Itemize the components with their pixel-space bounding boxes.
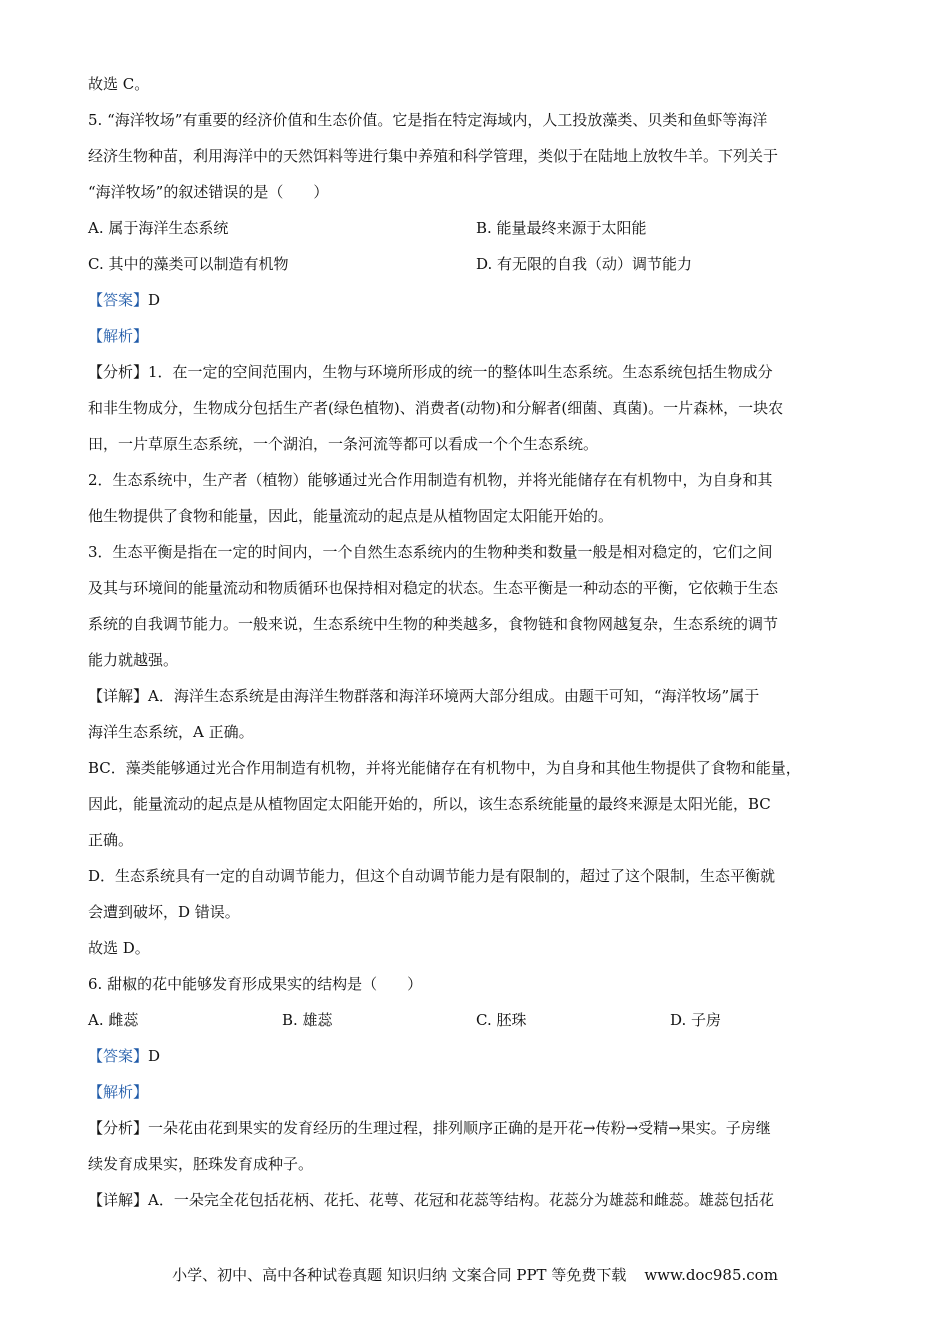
q5-body xyxy=(88,354,878,1002)
text-line xyxy=(88,786,878,822)
line-text: 3．生态平衡是指在一定的时间内，一个自然生态系统内的生物种类和数量一般是相对稳定的，它们之间 xyxy=(88,543,773,561)
answer-value: D xyxy=(148,1047,161,1065)
footer-link[interactable]: www.doc985.com xyxy=(644,1266,778,1284)
explain-tag: 【解析】 xyxy=(88,1083,149,1101)
line-text: D．生态系统具有一定的自动调节能力，但这个自动调节能力是有限制的，超过了这个限制，生态平衡就 xyxy=(88,867,776,885)
q6-body xyxy=(88,1110,878,1218)
text-line xyxy=(88,1146,878,1182)
question-6-stem xyxy=(88,966,878,1002)
q5-option-a: A. 属于海洋生态系统 xyxy=(88,219,229,237)
text-line: “海洋牧场”的叙述错误的是（ ） xyxy=(88,183,329,201)
answer-tag: 【答案】 xyxy=(88,291,149,309)
q6-answer xyxy=(88,1038,878,1074)
text-line xyxy=(88,390,878,426)
explain-tag: 【解析】 xyxy=(88,327,149,345)
line-text: 及其与环境间的能量流动和物质循环也保持相对稳定的状态。生态平衡是一种动态的平衡，它依赖于生态 xyxy=(88,579,779,597)
text-line xyxy=(88,534,878,570)
line-text: 和非生物成分，生物成分包括生产者(绿色植物)、消费者(动物)和分解者(细菌、真菌)。一片森林，一块农 xyxy=(88,399,784,417)
text-line xyxy=(88,498,878,534)
line-text: 6. 甜椒的花中能够发育形成果实的结构是（ ） xyxy=(88,975,423,993)
text-line xyxy=(88,570,878,606)
line-text: 故选 D。 xyxy=(88,939,150,957)
q5-option-b: B. 能量最终来源于太阳能 xyxy=(476,219,647,237)
text-line xyxy=(88,606,878,642)
page-footer xyxy=(0,1264,950,1285)
q6-option-b: B. 雄蕊 xyxy=(282,1011,333,1029)
line-text: 他生物提供了食物和能量，因此，能量流动的起点是从植物固定太阳能开始的。 xyxy=(88,507,614,525)
text-line xyxy=(88,1110,878,1146)
line-text: 因此，能量流动的起点是从植物固定太阳能开始的，所以，该生态系统能量的最终来源是太阳光能，BC xyxy=(88,795,771,813)
q5-options-row-2 xyxy=(88,246,878,282)
text-line xyxy=(88,462,878,498)
question-5-stem: 5. “海洋牧场”有重要的经济价值和生态价值。它是指在特定海域内，人工投放藻类、贝类和鱼虾等海洋 xyxy=(88,111,768,129)
text-line xyxy=(88,714,878,750)
line-text: 系统的自我调节能力。一般来说，生态系统中生物的种类越多，食物链和食物网越复杂，生态系统的调节 xyxy=(88,615,779,633)
line-text: 1．在一定的空间范围内，生物与环境所形成的统一的整体叫生态系统。生态系统包括生物成分 xyxy=(148,363,773,381)
text-line xyxy=(88,822,878,858)
q6-explain-heading xyxy=(88,1074,878,1110)
section-tag: 【详解】 xyxy=(88,1191,149,1209)
text-line xyxy=(88,642,878,678)
text-line: 经济生物种苗，利用海洋中的天然饵料等进行集中养殖和科学管理，类似于在陆地上放牧牛羊。下列关于 xyxy=(88,147,779,165)
answer-tag: 【答案】 xyxy=(88,1047,149,1065)
q5-option-d: D. 有无限的自我（动）调节能力 xyxy=(476,255,693,273)
q5-explain-heading xyxy=(88,318,878,354)
text-line xyxy=(88,426,878,462)
q5-option-c: C. 其中的藻类可以制造有机物 xyxy=(88,255,289,273)
document-page xyxy=(88,66,878,1218)
line-text: A．海洋生态系统是由海洋生物群落和海洋环境两大部分组成。由题干可知，“海洋牧场”属于 xyxy=(148,687,760,705)
text-line xyxy=(88,354,878,390)
q6-option-c: C. 胚珠 xyxy=(476,1011,527,1029)
section-tag: 【详解】 xyxy=(88,687,149,705)
text-line xyxy=(88,894,878,930)
text-line xyxy=(88,858,878,894)
footer-text: 小学、初中、高中各种试卷真题 知识归纳 文案合同 PPT 等免费下载 xyxy=(172,1266,627,1284)
text-line: 故选 C。 xyxy=(88,75,150,93)
line-text: 海洋生态系统，A 正确。 xyxy=(88,723,254,741)
line-text: BC．藻类能够通过光合作用制造有机物，并将光能储存在有机物中，为自身和其他生物提供了食物和能量， xyxy=(88,759,801,777)
text-line xyxy=(88,678,878,714)
text-line xyxy=(88,930,878,966)
line-text: A．一朵完全花包括花柄、花托、花萼、花冠和花蕊等结构。花蕊分为雄蕊和雌蕊。雄蕊包括花 xyxy=(148,1191,774,1209)
line-text: 2．生态系统中，生产者（植物）能够通过光合作用制造有机物，并将光能储存在有机物中，为自身和其 xyxy=(88,471,773,489)
section-tag: 【分析】 xyxy=(88,1119,149,1137)
q5-answer xyxy=(88,282,878,318)
text-line xyxy=(88,750,878,786)
line-text: 会遭到破坏，D 错误。 xyxy=(88,903,240,921)
q6-option-a: A. 雌蕊 xyxy=(88,1011,139,1029)
line-text: 能力就越强。 xyxy=(88,651,179,669)
section-tag: 【分析】 xyxy=(88,363,149,381)
q6-options-row xyxy=(88,1002,878,1038)
q6-option-d: D. 子房 xyxy=(670,1011,722,1029)
q5-options-row-1 xyxy=(88,210,878,246)
line-text: 田，一片草原生态系统，一个湖泊，一条河流等都可以看成一个个生态系统。 xyxy=(88,435,599,453)
answer-value: D xyxy=(148,291,161,309)
line-text: 一朵花由花到果实的发育经历的生理过程，排列顺序正确的是开花→传粉→受精→果实。子房继 xyxy=(148,1119,771,1137)
line-text: 正确。 xyxy=(88,831,134,849)
line-text: 续发育成果实，胚珠发育成种子。 xyxy=(88,1155,314,1173)
text-line xyxy=(88,1182,878,1218)
